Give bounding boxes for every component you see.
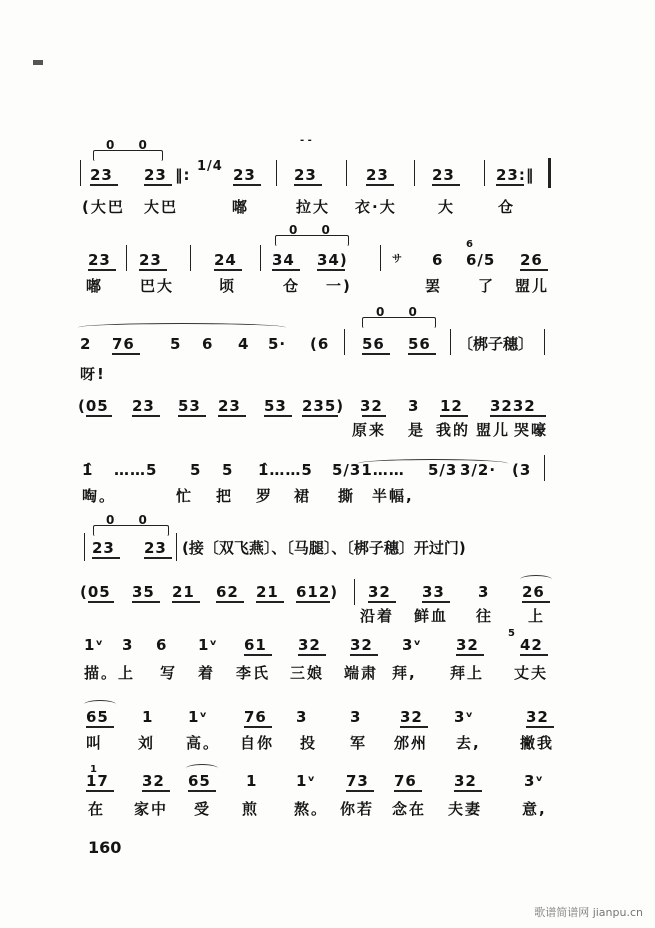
score-row-2 [0,225,655,305]
score-row-3 [0,305,655,385]
annotation: (接〔双飞燕〕、〔马腿〕、〔梆子穗〕开过门) [182,539,466,557]
barline [126,245,127,271]
note: 3 [350,708,362,726]
lyric: 军 [350,734,368,752]
note: 1 [246,772,258,790]
beam [244,654,272,656]
beam [92,557,120,559]
note: 65 [86,708,109,726]
lyric: 盟儿 [515,277,550,295]
lyric: 嘟 [86,277,104,295]
score-row-1 [0,135,655,220]
note: 33 [422,583,445,601]
lyric: 去, [456,734,481,752]
barline [344,329,345,355]
lyric: 夫妻 [448,800,483,818]
lyric: 衣·大 [355,198,397,216]
beam [346,790,374,792]
beam [144,184,172,186]
lyric: 仓 [283,277,301,295]
lyric: 拜上 [450,664,485,682]
time-signature: 1/4 [197,159,223,174]
note: 32 [142,772,165,790]
lyric: 念在 [392,800,427,818]
beam [302,415,338,417]
note: 53 [178,397,201,415]
note: 73 [346,772,369,790]
barline [260,245,261,271]
note: 1ᵛ [198,636,218,654]
beam [422,601,450,603]
note: 34 [272,251,295,269]
lyric: 巴大 [140,277,175,295]
barline [380,245,381,271]
barline [414,160,415,186]
beam [132,601,160,603]
note: 23 [366,166,389,184]
note: 23 [432,166,455,184]
lyric: 丈夫 [514,664,549,682]
beam [362,415,386,417]
repeat-start: ‖: [175,166,191,184]
lyric: 鲜血 [414,607,449,625]
note: ……5 [114,461,158,479]
lyric: 啕。 [82,487,117,505]
annotation: 〔梆子穗〕 [458,335,534,353]
beam [490,415,546,417]
barline [190,245,191,271]
lyric: 一) [326,277,352,295]
beam [256,601,284,603]
note: 5· [268,335,287,353]
note: 5/3 [428,461,458,479]
lyric: 拉大 [296,198,331,216]
final-barline [548,158,551,188]
note: 4 [238,335,250,353]
lyric: 裙 [294,487,312,505]
lyric: (大巴 [82,198,125,216]
lyric: 罗 [256,487,274,505]
dash-mark: - - [300,135,312,146]
note: 3 [478,583,490,601]
note: 3ᵛ [524,772,544,790]
note: 32 [526,708,549,726]
note: 32 [298,636,321,654]
note: 23 [144,539,167,557]
barline [346,160,347,186]
note: 1 [142,708,154,726]
note: 3 [296,708,308,726]
lyric: 半幅, [372,487,414,505]
lyric: 刘 [138,734,156,752]
bracket-label: 0 0 [289,223,340,237]
beam [408,353,436,355]
lyric: 呀! [80,365,106,383]
lyric: 把 [216,487,234,505]
note: 1ᵛ [188,708,208,726]
site-watermark: 歌谱简谱网 jianpu.cn [534,906,643,919]
note: 34) [317,251,348,269]
beam [88,601,114,603]
lyric: 李氏 [236,664,271,682]
note: 1ᵛ [84,636,104,654]
beam [366,184,394,186]
lyric: 自你 [240,734,275,752]
note: 32 [360,397,383,415]
note: 23 [132,397,155,415]
beam [394,790,422,792]
lyric: 端肃 [344,664,379,682]
note: 3 [408,397,420,415]
beam [144,557,172,559]
bracket-label: 0 0 [106,138,157,152]
bracket-label: 0 0 [376,305,427,319]
note: 1ᵛ [296,772,316,790]
note: 1̂ [82,461,94,479]
beam [496,184,524,186]
beam [233,184,261,186]
note: 76 [394,772,417,790]
note: 5 [190,461,202,479]
note: 3232 [490,397,536,415]
grace-note: 1 [90,764,97,775]
note: 23 [90,166,113,184]
note: 42 [520,636,543,654]
barline [354,579,355,605]
note: 21 [172,583,195,601]
beam [214,269,242,271]
note: 32 [400,708,423,726]
lyric: 沿着 [360,607,395,625]
score-row-5 [0,445,655,525]
free-tempo-mark: サ [392,254,403,265]
note: (05 [80,583,111,601]
note: 3ᵛ [454,708,474,726]
lyric: 你若 [340,800,375,818]
lyric: 撇我 [520,734,555,752]
beam [350,654,378,656]
lyric: 原来 [352,421,387,439]
lyric: 高。 [186,734,221,752]
beam [440,415,468,417]
note: 23 [233,166,256,184]
lyric: 邠州 [394,734,429,752]
note: 23 [92,539,115,557]
lyric: 顷 [219,277,237,295]
lyric: 哭嚎 [514,421,549,439]
score-row-10 [0,762,655,832]
lyric: 着 [198,664,216,682]
score-row-6 [0,515,655,575]
lyric: 撕 [338,487,356,505]
note: 62 [216,583,239,601]
note: 2 [80,335,92,353]
beam [216,601,244,603]
barline [176,533,177,561]
lyric: 仓 [498,198,516,216]
beam [264,415,292,417]
note: 5 [170,335,182,353]
barline [450,329,451,355]
barline [544,329,545,355]
note: 32 [454,772,477,790]
note: 6 [202,335,214,353]
beam [244,726,272,728]
note: 61 [244,636,267,654]
beam [112,353,140,355]
beam [272,269,300,271]
lyric: 嘟 [232,198,250,216]
note: 612) [296,583,339,601]
beam [218,415,246,417]
note: 26 [520,251,543,269]
beam [362,353,390,355]
lyric: 了 [478,277,496,295]
lyric: 拜, [392,664,417,682]
note: 1̂……5 [258,461,313,479]
note: 5 [222,461,234,479]
beam [520,654,548,656]
note: 65 [188,772,211,790]
lyric: 大巴 [144,198,179,216]
beam [139,269,167,271]
barline [276,160,277,186]
page-number: 160 [88,838,122,857]
lyric: 描。上 [84,664,136,682]
lyric: 我的 [436,421,471,439]
beam [298,654,326,656]
beam [294,184,322,186]
beam [454,790,482,792]
beam [432,184,460,186]
beam [188,790,216,792]
lyric: 家中 [134,800,169,818]
score-row-8 [0,628,655,692]
note: 23 [88,251,111,269]
lyric: 写 [160,664,178,682]
note: 76 [112,335,135,353]
grace-note: 6 [466,239,473,250]
note: (3 [512,461,532,479]
beam [178,415,206,417]
beam [317,269,345,271]
note: 235) [302,397,345,415]
note: 32 [456,636,479,654]
lyric: 煎 [242,800,260,818]
note: 3ᵛ [402,636,422,654]
score-row-9 [0,700,655,760]
note: 24 [214,251,237,269]
barline [84,533,85,561]
grace-note: 5 [508,628,515,639]
beam [90,184,118,186]
note: 53 [264,397,287,415]
lyric: 罢 [425,277,443,295]
note: 23 [144,166,167,184]
scan-mark [33,60,43,65]
lyric: 上 [528,607,546,625]
note: 23 [294,166,317,184]
lyric: 往 [476,607,494,625]
beam [400,726,428,728]
beam [172,601,200,603]
note: 6 [432,251,444,269]
lyric: 意, [522,800,547,818]
lyric: 受 [194,800,212,818]
beam [86,726,114,728]
beam [368,601,396,603]
note: 32 [350,636,373,654]
note: 76 [244,708,267,726]
beam [520,269,548,271]
bracket-label: 0 0 [106,513,157,527]
beam [142,790,170,792]
beam [88,269,116,271]
lyric: 三娘 [290,664,325,682]
lyric: 大 [438,198,456,216]
lyric: 熬。 [294,800,329,818]
note: 35 [132,583,155,601]
note: 3/2· [460,461,497,479]
note: 6/5 [466,251,496,269]
beam [86,415,112,417]
note: 5/31…… [332,461,405,479]
note: 23 [139,251,162,269]
note: 23 [218,397,241,415]
barline [544,455,545,481]
note: (05 [78,397,109,415]
note: 56 [408,335,431,353]
beam [522,601,550,603]
lyric: 在 [88,800,106,818]
lyric: 投 [300,734,318,752]
beam [296,601,330,603]
note: 17 [86,772,109,790]
barline [80,160,81,186]
beam [132,415,160,417]
note: 21 [256,583,279,601]
lyric: 盟儿 [476,421,511,439]
lyric: 忙 [176,487,194,505]
lyric: 是 [408,421,426,439]
slur [78,323,286,332]
note: 3 [122,636,134,654]
barline [484,160,485,186]
beam [526,726,554,728]
beam [86,790,114,792]
note: 6 [156,636,168,654]
note: 56 [362,335,385,353]
note: 12 [440,397,463,415]
note: (6 [310,335,330,353]
repeat-end: 23:‖ [496,166,535,184]
note: 26 [522,583,545,601]
lyric: 叫 [86,734,104,752]
beam [456,654,484,656]
note: 32 [368,583,391,601]
